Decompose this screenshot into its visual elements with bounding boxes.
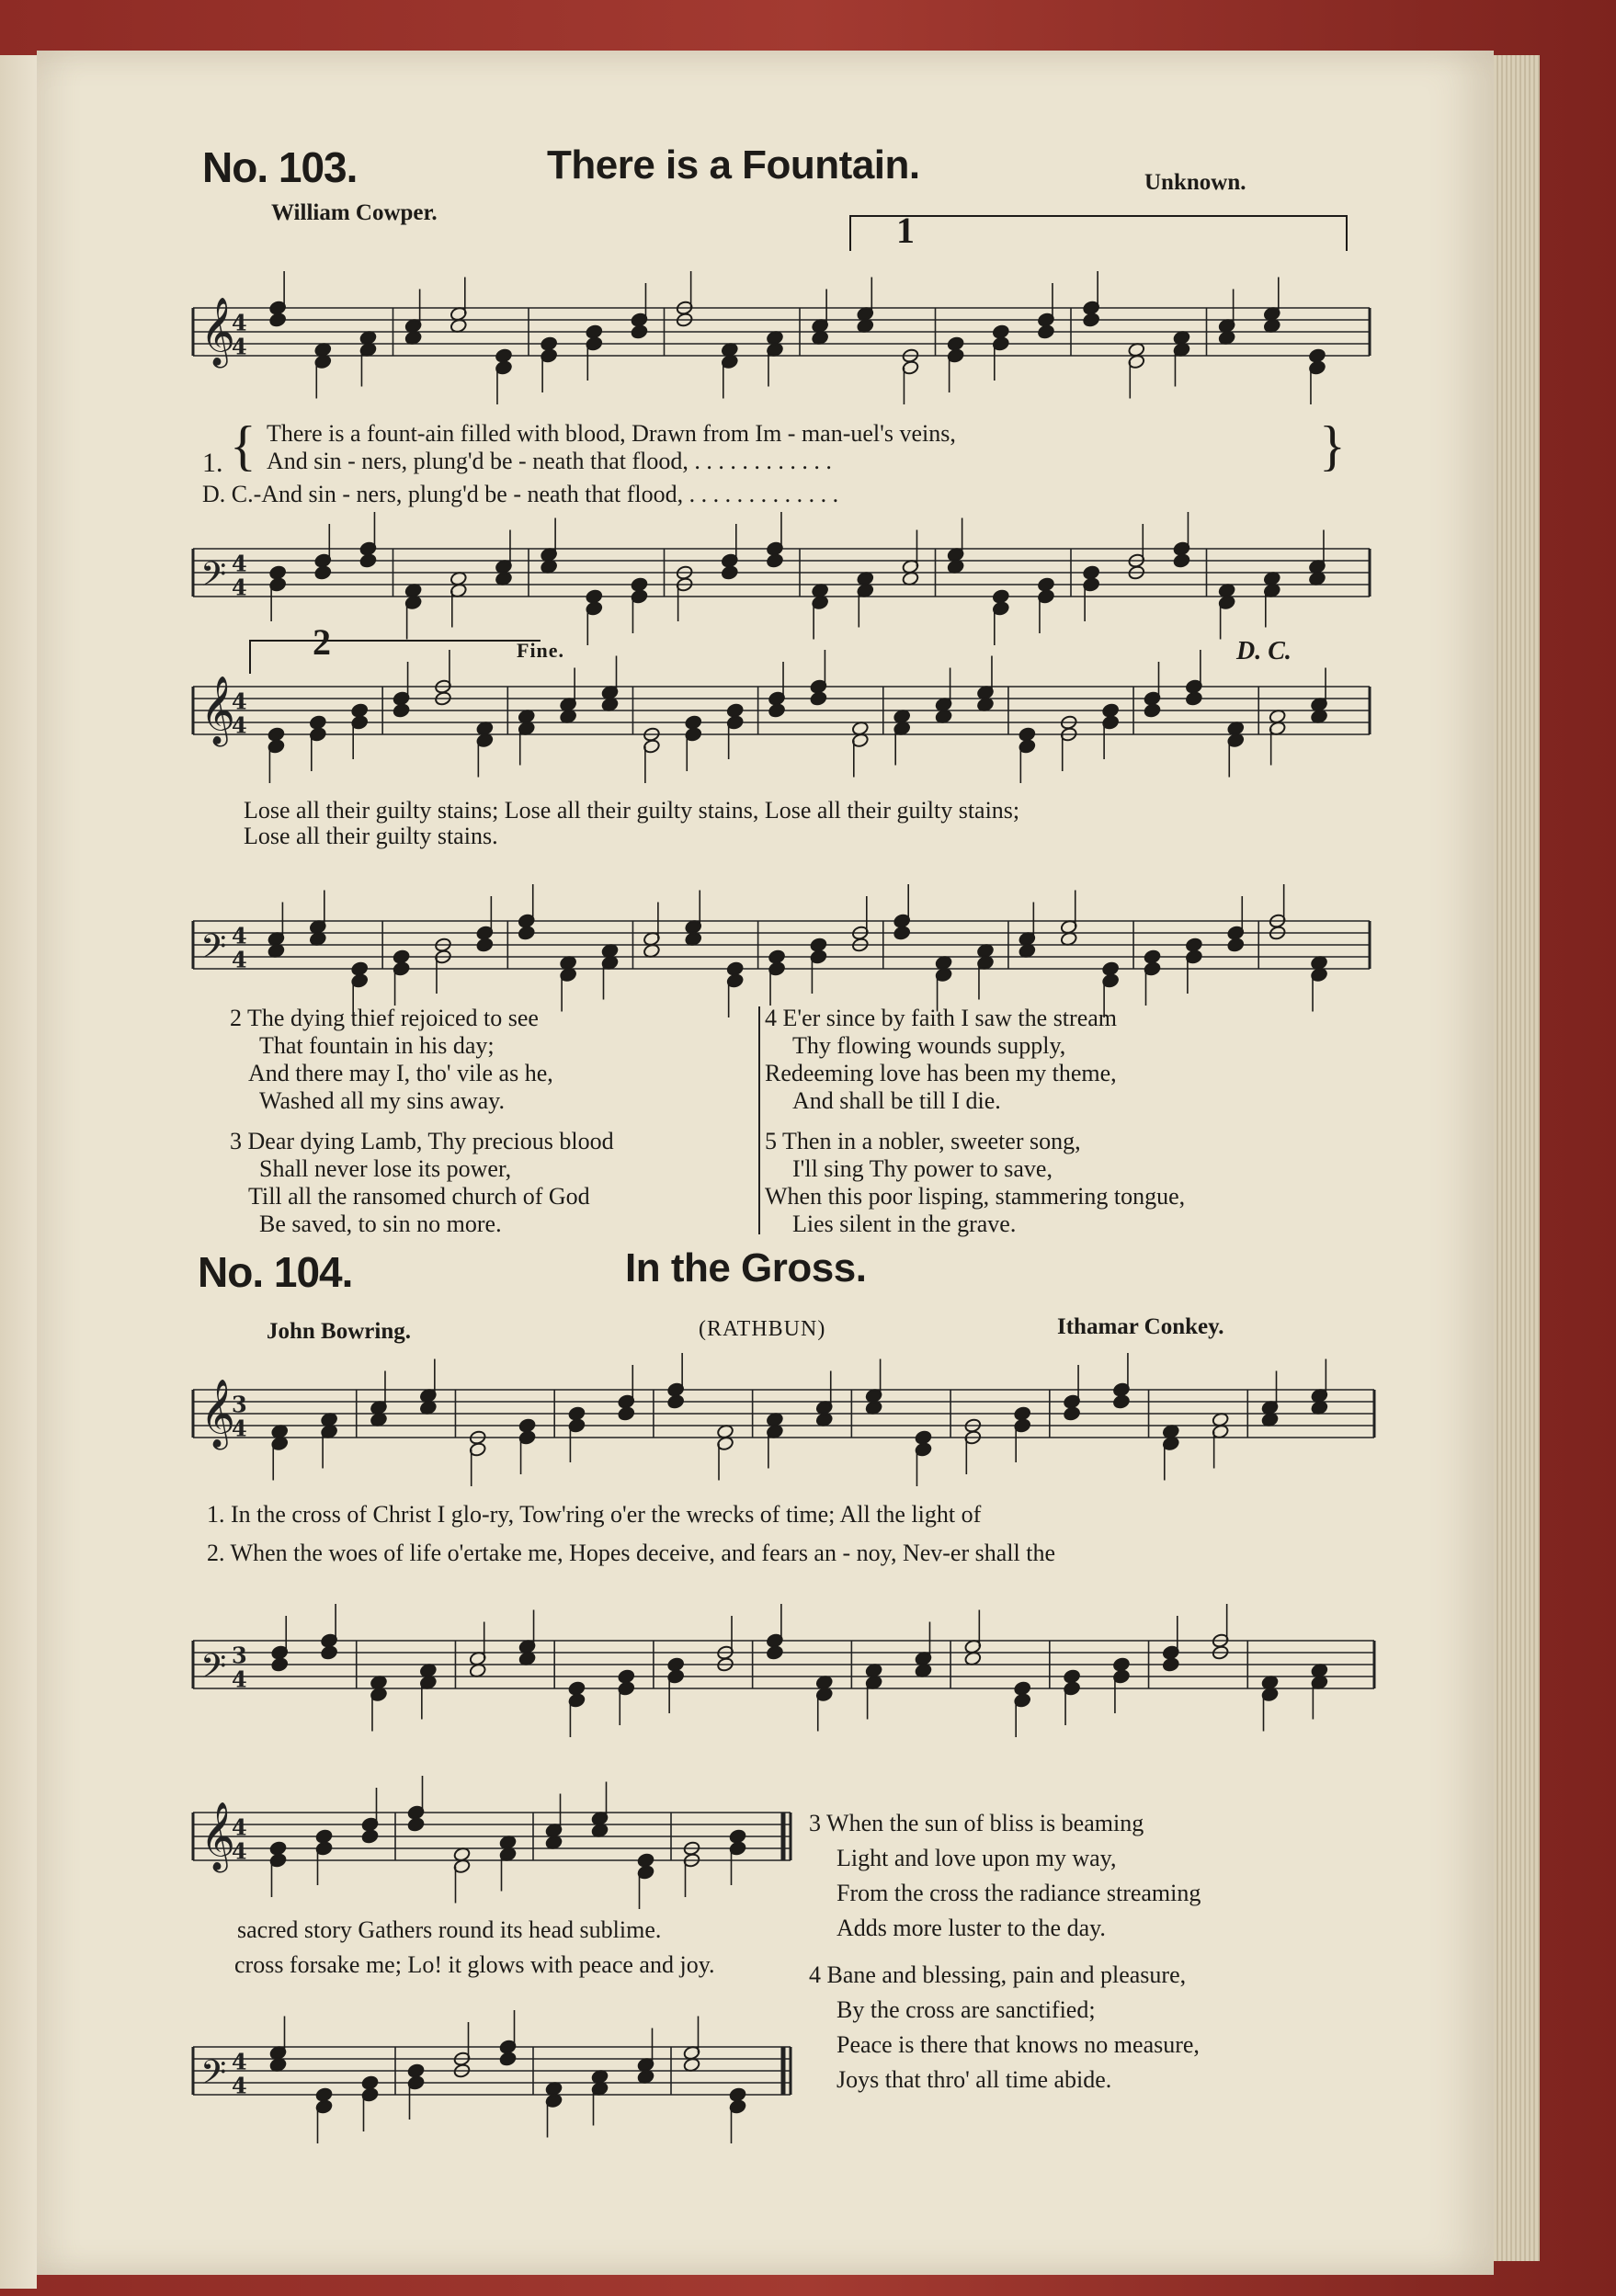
treble-clef-icon: 𝄞 <box>200 676 235 744</box>
time-signature-bottom: 4 <box>232 1415 247 1442</box>
second-ending-number: 2 <box>313 621 331 663</box>
hymn-103-lyric-line-1: There is a fount-ain filled with blood, Drawn from Im - man-uel's veins, <box>267 420 956 447</box>
verse-1-number: 1. <box>202 448 223 478</box>
facing-page-edge <box>0 55 37 2289</box>
bass-clef-icon: 𝄢 <box>200 926 227 974</box>
second-ending-bracket <box>248 639 542 676</box>
time-signature-top: 4 <box>232 922 247 949</box>
note-head <box>499 2052 517 2067</box>
note-head <box>1063 1406 1080 1422</box>
hymn-103-author: William Cowper. <box>271 200 438 225</box>
note-head <box>361 1829 379 1845</box>
note-head <box>618 1406 635 1422</box>
note-head <box>476 938 494 953</box>
time-signature-bottom: 4 <box>232 711 247 739</box>
hymn-104-title: In the Gross. <box>625 1245 867 1290</box>
note-head <box>407 1817 425 1833</box>
note-head <box>518 926 535 941</box>
note-head <box>1227 938 1245 953</box>
hymn-104-bass-staff-2 <box>193 2036 791 2109</box>
hymn-104-lyric-line-4: cross forsake me; Lo! it glows with peace and joy. <box>234 1951 715 1978</box>
note-head <box>321 1645 338 1661</box>
hymn-104-treble-staff-2 <box>193 1802 791 1875</box>
note-head <box>667 1394 685 1410</box>
note-head <box>1185 691 1202 707</box>
time-signature-bottom: 4 <box>232 333 247 360</box>
note-head <box>1144 703 1161 719</box>
hymn-104-lyric-line-2: 2. When the woes of life o'ertake me, Hopes deceive, and fears an - noy, Nev-er shall the <box>207 1540 1055 1566</box>
hymn-104-verse-3: 3 When the sun of bliss is beaming Light and love upon my way, From the cross the radiance streaming Adds more luster to the day. <box>809 1810 1201 1941</box>
verse-brace-right: } <box>1319 415 1346 476</box>
first-ending-number: 1 <box>896 210 915 251</box>
note-head <box>768 703 785 719</box>
hymn-103-treble-staff-2 <box>193 676 1370 749</box>
hymn-104-lyric-line-1: 1. In the cross of Christ I glo-ry, Tow'ring o'er the wrecks of time; All the light of <box>207 1501 982 1528</box>
time-signature-top: 3 <box>232 1642 247 1669</box>
time-signature-bottom: 4 <box>232 1665 247 1693</box>
note-head <box>631 324 648 340</box>
note-head <box>766 553 783 569</box>
hymn-104-composer: Ithamar Conkey. <box>1057 1314 1224 1339</box>
note-head <box>1112 1394 1130 1410</box>
hymn-103-lyric-line-3: D. C.-And sin - ners, plung'd be - neath that flood, . . . . . . . . . . . . . <box>202 481 839 507</box>
note-head <box>314 565 332 581</box>
dc-marking: D. C. <box>1236 637 1292 665</box>
time-signature-top: 4 <box>232 1813 247 1841</box>
note-head <box>1173 553 1190 569</box>
bass-clef-icon: 𝄢 <box>200 554 227 602</box>
hymn-103-treble-staff-1 <box>193 297 1370 370</box>
hymn-103-bass-staff-1 <box>193 538 1370 611</box>
first-ending-bracket <box>846 214 1351 269</box>
hymn-103-lyric-line-4: Lose all their guilty stains; Lose all their guilty stains, Lose all their guilty stains; <box>244 797 1020 824</box>
time-signature-bottom: 4 <box>232 1837 247 1865</box>
hymn-103-number: No. 103. <box>202 143 358 191</box>
note-head <box>393 703 410 719</box>
verse-brace-left: { <box>230 415 256 476</box>
verse-column-divider <box>758 1006 760 1234</box>
note-head <box>810 691 827 707</box>
note-head <box>1083 313 1100 328</box>
time-signature-top: 4 <box>232 550 247 577</box>
hymn-103-verse-4: 4 E'er since by faith I saw the stream Thy flowing wounds supply, Redeeming love has been my theme, And shall be till I die. <box>765 1005 1117 1114</box>
treble-clef-icon: 𝄞 <box>200 297 235 366</box>
hymn-103-lyric-line-2: And sin - ners, plung'd be - neath that flood, . . . . . . . . . . . . <box>267 448 832 474</box>
time-signature-top: 3 <box>232 1391 247 1418</box>
hymn-103-lyric-line-5: Lose all their guilty stains. <box>244 823 498 849</box>
note-head <box>766 1645 783 1661</box>
hymn-103-title: There is a Fountain. <box>547 142 920 188</box>
time-signature-bottom: 4 <box>232 946 247 973</box>
hymn-103-composer: Unknown. <box>1144 170 1246 195</box>
hymn-104-tune-name: (RATHBUN) <box>699 1317 826 1341</box>
note-head <box>359 553 377 569</box>
hymn-103-verse-5: 5 Then in a nobler, sweeter song, I'll sing Thy power to save, When this poor lisping, stammering tongue, Lies silent in the grave. <box>765 1128 1186 1237</box>
hymn-104-lyric-line-3: sacred story Gathers round its head sublime. <box>237 1916 662 1943</box>
bass-clef-icon: 𝄢 <box>200 2052 227 2100</box>
page-edges <box>1494 55 1540 2261</box>
hymn-104-author: John Bowring. <box>267 1319 411 1344</box>
hymn-104-verse-4: 4 Bane and blessing, pain and pleasure, By the cross are sanctified; Peace is there that knows no measure, Joys that thro' all time abide. <box>809 1961 1200 2093</box>
fine-marking: Fine. <box>517 639 565 662</box>
hymn-103-verse-2: 2 The dying thief rejoiced to see That fountain in his day; And there may I, tho' vile as he, Washed all my sins away. <box>230 1005 553 1114</box>
hymnal-page <box>37 51 1494 2275</box>
bass-clef-icon: 𝄢 <box>200 1646 227 1694</box>
treble-clef-icon: 𝄞 <box>200 1802 235 1870</box>
note-head <box>271 1657 289 1673</box>
hymn-103-bass-staff-2 <box>193 910 1370 983</box>
note-head <box>269 313 287 328</box>
time-signature-bottom: 4 <box>232 2072 247 2099</box>
hymn-104-bass-staff-1 <box>193 1630 1374 1703</box>
note-head <box>1037 324 1054 340</box>
note-head <box>893 926 911 941</box>
time-signature-bottom: 4 <box>232 574 247 601</box>
treble-clef-icon: 𝄞 <box>200 1379 235 1448</box>
time-signature-top: 4 <box>232 309 247 336</box>
hymn-104-number: No. 104. <box>198 1248 353 1296</box>
hymn-103-verse-3: 3 Dear dying Lamb, Thy precious blood Shall never lose its power, Till all the ransomed church of God Be saved, to sin no more. <box>230 1128 614 1237</box>
note-head <box>1162 1657 1179 1673</box>
hymn-104-treble-staff-1 <box>193 1379 1374 1452</box>
note-head <box>721 565 738 581</box>
time-signature-top: 4 <box>232 688 247 715</box>
time-signature-top: 4 <box>232 2048 247 2075</box>
